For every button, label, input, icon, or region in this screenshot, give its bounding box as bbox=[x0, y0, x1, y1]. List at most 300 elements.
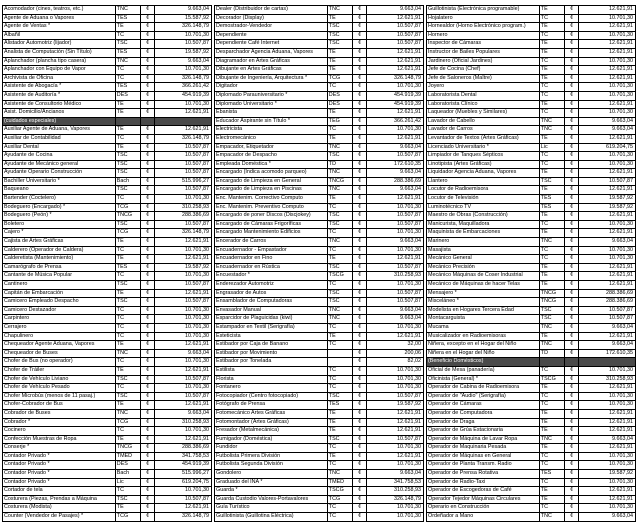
wage-amount-cell: 310.258,93 bbox=[367, 272, 424, 280]
occupation-cell: Jardinero (Oficial Jardines) bbox=[427, 58, 540, 66]
table-row bbox=[215, 15, 424, 24]
currency-cell: ¢ bbox=[141, 479, 155, 487]
wage-amount-cell: 12.621,91 bbox=[579, 135, 636, 143]
currency-cell: ¢ bbox=[353, 479, 367, 487]
occupation-cell: Niñera, excepto en el Hogar del Niño bbox=[427, 341, 540, 349]
category-code-cell: TCG bbox=[328, 75, 354, 83]
category-code-cell: TC bbox=[116, 247, 142, 255]
category-code-cell: TC bbox=[328, 83, 354, 91]
table-row bbox=[215, 101, 424, 110]
category-code-cell: TE bbox=[328, 410, 354, 418]
table-row bbox=[427, 410, 636, 419]
wage-amount-cell: 12.621,91 bbox=[579, 23, 636, 31]
occupation-cell: Bodeguero (Encargado) * bbox=[3, 204, 116, 212]
wage-amount-cell: 10.507,87 bbox=[367, 32, 424, 40]
table-row bbox=[3, 315, 212, 324]
currency-cell: ¢ bbox=[353, 15, 367, 23]
category-code-cell: TC bbox=[116, 75, 142, 83]
table-row bbox=[3, 384, 212, 393]
currency-cell: ¢ bbox=[565, 298, 579, 306]
category-code-cell: TC bbox=[540, 152, 566, 160]
table-row bbox=[427, 444, 636, 453]
table-row bbox=[427, 367, 636, 376]
table-row bbox=[427, 290, 636, 299]
table-row bbox=[215, 453, 424, 462]
category-code-cell: TNC bbox=[540, 436, 566, 444]
currency-cell: ¢ bbox=[353, 393, 367, 401]
wage-amount-cell: 288.386,69 bbox=[367, 178, 424, 186]
wage-amount-cell: 10.507,87 bbox=[367, 298, 424, 306]
wage-amount-cell: 12.621,91 bbox=[367, 66, 424, 74]
occupation-cell: Fotomontador (Artes Gráficas) bbox=[215, 419, 328, 427]
currency-cell: ¢ bbox=[141, 109, 155, 117]
occupation-cell: Cajista de Artes Gráficas bbox=[3, 238, 116, 246]
table-row bbox=[215, 186, 424, 195]
wage-amount-cell: 454.919,39 bbox=[367, 101, 424, 109]
occupation-cell: Enderezador Automotriz bbox=[215, 281, 328, 289]
category-code-cell: TES bbox=[116, 15, 142, 23]
category-code-cell: DES bbox=[116, 92, 142, 100]
wage-amount-cell: 288.386,69 bbox=[155, 212, 212, 220]
wage-amount-cell: 12.621,91 bbox=[579, 66, 636, 74]
wage-amount-cell: 10.507,87 bbox=[367, 436, 424, 444]
category-code-cell: TC bbox=[116, 195, 142, 203]
category-code-cell: TE bbox=[540, 272, 566, 280]
currency-cell: ¢ bbox=[353, 504, 367, 512]
table-row bbox=[215, 152, 424, 161]
table-row bbox=[215, 461, 424, 470]
category-code-cell: TE bbox=[116, 255, 142, 263]
category-code-cell: TSC bbox=[116, 169, 142, 177]
table-row bbox=[3, 513, 212, 522]
category-code-cell: TSC bbox=[116, 496, 142, 504]
category-code-cell: TC bbox=[116, 272, 142, 280]
category-code-cell: TC bbox=[540, 92, 566, 100]
category-code-cell: TNC bbox=[328, 144, 354, 152]
category-code-cell: TNC bbox=[328, 169, 354, 177]
table-row bbox=[427, 6, 636, 15]
table-row bbox=[427, 341, 636, 350]
currency-cell: ¢ bbox=[565, 290, 579, 298]
currency-cell: ¢ bbox=[565, 393, 579, 401]
currency-cell: ¢ bbox=[353, 298, 367, 306]
occupation-cell: Archivista de Oficina bbox=[3, 75, 116, 83]
occupation-cell: Digitador bbox=[215, 83, 328, 91]
currency-cell: ¢ bbox=[141, 161, 155, 169]
currency-cell: ¢ bbox=[353, 281, 367, 289]
currency-cell: ¢ bbox=[353, 247, 367, 255]
currency-cell: ¢ bbox=[141, 281, 155, 289]
category-code-cell: TE bbox=[116, 341, 142, 349]
currency-cell: ¢ bbox=[565, 401, 579, 409]
occupation-cell: Linotipista (Artes Gráficas) bbox=[427, 161, 540, 169]
table-row bbox=[3, 453, 212, 462]
category-code-cell: TNC bbox=[116, 350, 142, 358]
currency-cell: ¢ bbox=[565, 195, 579, 203]
currency-cell: ¢ bbox=[353, 58, 367, 66]
category-code-cell: TE bbox=[540, 333, 566, 341]
wage-amount-cell: 12.621,91 bbox=[367, 135, 424, 143]
wage-amount-cell: 10.507,87 bbox=[367, 264, 424, 272]
table-row bbox=[215, 126, 424, 135]
occupation-cell: Locutor de Radioemisora bbox=[427, 186, 540, 194]
category-code-cell: TE bbox=[540, 135, 566, 143]
currency-cell: ¢ bbox=[565, 513, 579, 521]
table-row bbox=[215, 221, 424, 230]
occupation-cell: Guillotinista (Electrónica programable) bbox=[427, 6, 540, 14]
table-row bbox=[215, 393, 424, 402]
table-row bbox=[3, 367, 212, 376]
wage-amount-cell: 10.701,30 bbox=[367, 281, 424, 289]
currency-cell: ¢ bbox=[353, 341, 367, 349]
category-code-cell: TC bbox=[328, 204, 354, 212]
category-code-cell: Bach bbox=[116, 470, 142, 478]
currency-cell: ¢ bbox=[353, 470, 367, 478]
category-code-cell: TC bbox=[116, 333, 142, 341]
occupation-cell: Contador Privado * bbox=[3, 453, 116, 461]
table-row bbox=[215, 401, 424, 410]
category-code-cell: TE bbox=[540, 212, 566, 220]
currency-cell: ¢ bbox=[353, 444, 367, 452]
table-row bbox=[3, 496, 212, 505]
wage-amount-cell: 12.621,91 bbox=[367, 109, 424, 117]
table-row bbox=[427, 384, 636, 393]
category-code-cell: TE bbox=[540, 229, 566, 237]
occupation-cell: Bodeguero (Peón) * bbox=[3, 212, 116, 220]
currency-cell: ¢ bbox=[353, 109, 367, 117]
wage-amount-cell: 12.621,91 bbox=[367, 410, 424, 418]
occupation-cell: Montacarguista bbox=[427, 315, 540, 323]
table-row bbox=[3, 75, 212, 84]
table-row bbox=[215, 350, 424, 359]
category-code-cell: TC bbox=[328, 126, 354, 134]
currency-cell: ¢ bbox=[565, 144, 579, 152]
category-code-cell: TE bbox=[540, 66, 566, 74]
category-code-cell: TNC bbox=[328, 186, 354, 194]
currency-cell: ¢ bbox=[353, 453, 367, 461]
occupation-cell: Florista bbox=[215, 376, 328, 384]
currency-cell: ¢ bbox=[141, 255, 155, 263]
occupation-cell: Laqueador (Muebles y Similares) bbox=[427, 109, 540, 117]
table-row bbox=[427, 161, 636, 170]
category-code-cell bbox=[328, 358, 354, 366]
category-code-cell: TC bbox=[540, 479, 566, 487]
occupation-cell: Auxiliar de Contabilidad bbox=[3, 135, 116, 143]
wage-amount-cell: 12.621,91 bbox=[155, 367, 212, 375]
wage-amount-cell: 12.621,91 bbox=[367, 419, 424, 427]
category-code-cell: TC bbox=[540, 161, 566, 169]
wage-amount-cell: 10.701,30 bbox=[155, 272, 212, 280]
occupation-cell: Dependiente Café Internet bbox=[215, 40, 328, 48]
currency-cell: ¢ bbox=[565, 101, 579, 109]
category-code-cell: TMED bbox=[116, 453, 142, 461]
wage-amount-cell: 326.148,79 bbox=[155, 75, 212, 83]
wage-amount-cell: 9.663,04 bbox=[367, 169, 424, 177]
wage-amount-cell: 10.507,87 bbox=[155, 161, 212, 169]
wage-amount-cell: 10.701,30 bbox=[155, 358, 212, 366]
occupation-cell: Educador Aspirante sin Título * bbox=[215, 118, 328, 126]
table-row bbox=[427, 109, 636, 118]
occupation-cell: Contador Privado * bbox=[3, 461, 116, 469]
category-code-cell: TE bbox=[116, 504, 142, 512]
table-row bbox=[427, 15, 636, 24]
table-row bbox=[3, 135, 212, 144]
wage-amount-cell: 515.996,27 bbox=[155, 178, 212, 186]
occupation-cell: Fotocopiador (Centro fotocopiado) bbox=[215, 393, 328, 401]
occupation-cell: Guillotinista (Guillotina Eléctrica) bbox=[215, 513, 328, 521]
category-code-cell: TSC bbox=[540, 178, 566, 186]
category-code-cell: TNCG bbox=[540, 298, 566, 306]
category-code-cell: TNC bbox=[540, 238, 566, 246]
table-row bbox=[427, 307, 636, 316]
table-row bbox=[215, 324, 424, 333]
table-row bbox=[427, 504, 636, 513]
wage-amount-cell: 172.610,35 bbox=[579, 350, 636, 358]
occupation-cell: Empacador, Etiquetador bbox=[215, 144, 328, 152]
table-row bbox=[3, 229, 212, 238]
currency-cell: ¢ bbox=[141, 66, 155, 74]
category-code-cell: TNC bbox=[328, 307, 354, 315]
currency-cell: ¢ bbox=[565, 75, 579, 83]
table-row bbox=[3, 6, 212, 15]
category-code-cell: TE bbox=[116, 126, 142, 134]
category-code-cell: TC bbox=[116, 315, 142, 323]
wage-amount-cell: 12.621,91 bbox=[579, 384, 636, 392]
wage-amount-cell: 10.701,30 bbox=[155, 101, 212, 109]
occupation-cell: Desparchador Agencia Aduana, Vapores bbox=[215, 49, 328, 57]
category-code-cell: TNCG bbox=[328, 178, 354, 186]
table-row bbox=[3, 66, 212, 75]
category-code-cell: TSC bbox=[116, 186, 142, 194]
category-code-cell: TSC bbox=[328, 436, 354, 444]
category-code-cell: TC bbox=[540, 109, 566, 117]
occupation-cell: Jefe de Saloneros (Maître) bbox=[427, 75, 540, 83]
category-code-cell: TC bbox=[328, 461, 354, 469]
occupation-cell: Mecánico General bbox=[427, 255, 540, 263]
category-code-cell: Lic bbox=[540, 144, 566, 152]
currency-cell: ¢ bbox=[565, 436, 579, 444]
currency-cell: ¢ bbox=[565, 66, 579, 74]
category-code-cell: TC bbox=[116, 358, 142, 366]
wage-amount-cell: 10.701,30 bbox=[367, 229, 424, 237]
occupation-cell: Estibador por Movimiento bbox=[215, 350, 328, 358]
category-code-cell: TC bbox=[328, 324, 354, 332]
currency-cell: ¢ bbox=[141, 341, 155, 349]
currency-cell: ¢ bbox=[141, 92, 155, 100]
category-code-cell: TNC bbox=[116, 58, 142, 66]
currency-cell: ¢ bbox=[141, 470, 155, 478]
category-code-cell: TSC bbox=[540, 315, 566, 323]
occupation-cell: Bartender (Coctelero) bbox=[3, 195, 116, 203]
occupation-cell: Operador Tejedor Máquinas Circulares bbox=[427, 496, 540, 504]
currency-cell: ¢ bbox=[141, 186, 155, 194]
wage-amount-cell: 12.621,91 bbox=[367, 49, 424, 57]
occupation-cell: Fumigador (Doméstica) bbox=[215, 436, 328, 444]
wage-amount-cell: 10.701,30 bbox=[579, 504, 636, 512]
occupation-cell: Operador de Grúa Estacionaria bbox=[427, 427, 540, 435]
occupation-cell: Empleada Doméstica * bbox=[215, 161, 328, 169]
category-code-cell: TE bbox=[540, 410, 566, 418]
table-row bbox=[3, 101, 212, 110]
occupation-cell: Cantante de Música Popular bbox=[3, 272, 116, 280]
currency-cell: ¢ bbox=[565, 186, 579, 194]
currency-cell bbox=[141, 118, 155, 126]
currency-cell: ¢ bbox=[565, 504, 579, 512]
currency-cell: ¢ bbox=[353, 186, 367, 194]
wage-amount-cell: 366.261,42 bbox=[367, 118, 424, 126]
currency-cell: ¢ bbox=[141, 126, 155, 134]
currency-cell: ¢ bbox=[353, 23, 367, 31]
table-row bbox=[3, 221, 212, 230]
wage-amount-cell: 12.621,91 bbox=[579, 281, 636, 289]
occupation-cell: Levantador de Textos (Artes Gráficas) bbox=[427, 135, 540, 143]
occupation-cell: Calderetista (Mantenimiento) bbox=[3, 255, 116, 263]
table-row bbox=[427, 281, 636, 290]
currency-cell: ¢ bbox=[141, 461, 155, 469]
wage-amount-cell: 12.621,91 bbox=[367, 255, 424, 263]
currency-cell: ¢ bbox=[565, 264, 579, 272]
occupation-cell: Llantero bbox=[427, 178, 540, 186]
currency-cell: ¢ bbox=[141, 504, 155, 512]
table-row bbox=[427, 393, 636, 402]
currency-cell: ¢ bbox=[141, 358, 155, 366]
occupation-cell: Acomodador (cines, teatros, etc.) bbox=[3, 6, 116, 14]
occupation-cell: Estilista bbox=[215, 367, 328, 375]
category-code-cell: TC bbox=[328, 504, 354, 512]
currency-cell: ¢ bbox=[141, 83, 155, 91]
table-row bbox=[3, 419, 212, 428]
occupation-cell: Operario en Construcción bbox=[427, 504, 540, 512]
currency-cell: ¢ bbox=[565, 341, 579, 349]
currency-cell: ¢ bbox=[141, 324, 155, 332]
occupation-cell: Operador de "Audio" (Serigrafía) bbox=[427, 393, 540, 401]
occupation-cell: Encargado de Limpieza en General bbox=[215, 178, 328, 186]
table-row bbox=[3, 109, 212, 118]
wage-amount-cell: 10.701,30 bbox=[579, 255, 636, 263]
currency-cell: ¢ bbox=[141, 367, 155, 375]
table-row bbox=[3, 195, 212, 204]
occupation-cell: Carpintero bbox=[3, 315, 116, 323]
wage-amount-cell: 10.701,30 bbox=[579, 401, 636, 409]
category-code-cell: TE bbox=[116, 144, 142, 152]
currency-cell: ¢ bbox=[353, 419, 367, 427]
wage-amount-cell: 10.701,30 bbox=[367, 247, 424, 255]
wage-amount-cell: 12.621,91 bbox=[579, 496, 636, 504]
occupation-cell: Ayudante de Cocina bbox=[3, 152, 116, 160]
table-row bbox=[3, 32, 212, 41]
wage-amount-cell: 10.507,87 bbox=[367, 393, 424, 401]
table-row bbox=[427, 376, 636, 385]
currency-cell: ¢ bbox=[353, 367, 367, 375]
wage-amount-cell: 326.148,79 bbox=[155, 229, 212, 237]
currency-cell: ¢ bbox=[565, 307, 579, 315]
category-code-cell: Bach bbox=[116, 178, 142, 186]
wage-amount-cell: 19.587,92 bbox=[155, 264, 212, 272]
category-code-cell: TCG bbox=[116, 204, 142, 212]
currency-cell: ¢ bbox=[565, 169, 579, 177]
occupation-cell: Encuestador * bbox=[215, 272, 328, 280]
category-code-cell: TC bbox=[328, 376, 354, 384]
category-code-cell: TNC bbox=[328, 470, 354, 478]
occupation-cell: Encargado de poner Discos (Discjokey) bbox=[215, 212, 328, 220]
occupation-cell: Ebanista bbox=[215, 109, 328, 117]
currency-cell: ¢ bbox=[565, 376, 579, 384]
table-row bbox=[215, 58, 424, 67]
currency-cell: ¢ bbox=[141, 144, 155, 152]
currency-cell: ¢ bbox=[353, 384, 367, 392]
occupation-cell: Operador de Cabina de Radioemisora bbox=[427, 384, 540, 392]
table-row bbox=[3, 186, 212, 195]
wage-amount-cell: 12.621,91 bbox=[155, 290, 212, 298]
occupation-cell: Mecánico de Máquinas de hacer Telas bbox=[427, 281, 540, 289]
occupation-cell: (Beneficio Domésticos) bbox=[427, 358, 540, 366]
currency-cell: ¢ bbox=[141, 290, 155, 298]
currency-cell: ¢ bbox=[141, 513, 155, 521]
table-row bbox=[427, 358, 636, 367]
wage-amount-cell: 10.701,30 bbox=[367, 204, 424, 212]
occupation-cell: Alistador Automotriz (lijador) bbox=[3, 40, 116, 48]
occupation-cell: Graduado del INA * bbox=[215, 479, 328, 487]
table-row bbox=[427, 453, 636, 462]
table-row bbox=[427, 513, 636, 522]
wage-amount-cell: 341.758,53 bbox=[367, 479, 424, 487]
occupation-cell: Chapulinero bbox=[3, 333, 116, 341]
currency-cell: ¢ bbox=[141, 333, 155, 341]
table-row bbox=[427, 49, 636, 58]
wage-amount-cell: 10.701,30 bbox=[155, 66, 212, 74]
category-code-cell: DES bbox=[328, 101, 354, 109]
wage-amount-cell: 10.701,30 bbox=[367, 83, 424, 91]
occupation-cell: Auxiliar Dental bbox=[3, 144, 116, 152]
wage-amount-cell: 9.663,04 bbox=[579, 238, 636, 246]
category-code-cell: TC bbox=[116, 384, 142, 392]
category-code-cell: TE bbox=[540, 40, 566, 48]
wage-amount-cell: 10.701,30 bbox=[155, 247, 212, 255]
occupation-cell: Engrasador de Autos bbox=[215, 290, 328, 298]
occupation-cell: Dealer (Distribuidor de cartas) bbox=[215, 6, 328, 14]
table-column-2 bbox=[214, 5, 424, 522]
occupation-cell: Operador de Radio-Taxi bbox=[427, 479, 540, 487]
category-code-cell: TC bbox=[540, 221, 566, 229]
occupation-cell: Aplanchador con Equipo de Vapor bbox=[3, 66, 116, 74]
wage-amount-cell: 32,00 bbox=[367, 341, 424, 349]
currency-cell: ¢ bbox=[353, 496, 367, 504]
occupation-cell: Albañil bbox=[3, 32, 116, 40]
table-row bbox=[427, 229, 636, 238]
currency-cell: ¢ bbox=[565, 238, 579, 246]
currency-cell: ¢ bbox=[565, 461, 579, 469]
currency-cell: ¢ bbox=[353, 333, 367, 341]
table-row bbox=[3, 92, 212, 101]
wage-amount-cell: 619.204,75 bbox=[579, 144, 636, 152]
currency-cell: ¢ bbox=[141, 419, 155, 427]
wage-amount-cell: 10.701,30 bbox=[367, 367, 424, 375]
category-code-cell: TE bbox=[328, 15, 354, 23]
category-code-cell: TSC bbox=[116, 221, 142, 229]
wage-amount-cell: 12.621,91 bbox=[367, 58, 424, 66]
wage-amount-cell: 288.386,69 bbox=[579, 290, 636, 298]
category-code-cell: TE bbox=[540, 444, 566, 452]
category-code-cell: TD bbox=[328, 161, 354, 169]
category-code-cell: TNCG bbox=[116, 212, 142, 220]
occupation-cell: Cocinero bbox=[3, 427, 116, 435]
occupation-cell: Futbolista Segunda División bbox=[215, 461, 328, 469]
currency-cell: ¢ bbox=[565, 221, 579, 229]
occupation-cell: Futbolista Primera División bbox=[215, 453, 328, 461]
wage-amount-cell: 10.701,30 bbox=[579, 83, 636, 91]
category-code-cell: TE bbox=[540, 6, 566, 14]
table-row bbox=[427, 169, 636, 178]
